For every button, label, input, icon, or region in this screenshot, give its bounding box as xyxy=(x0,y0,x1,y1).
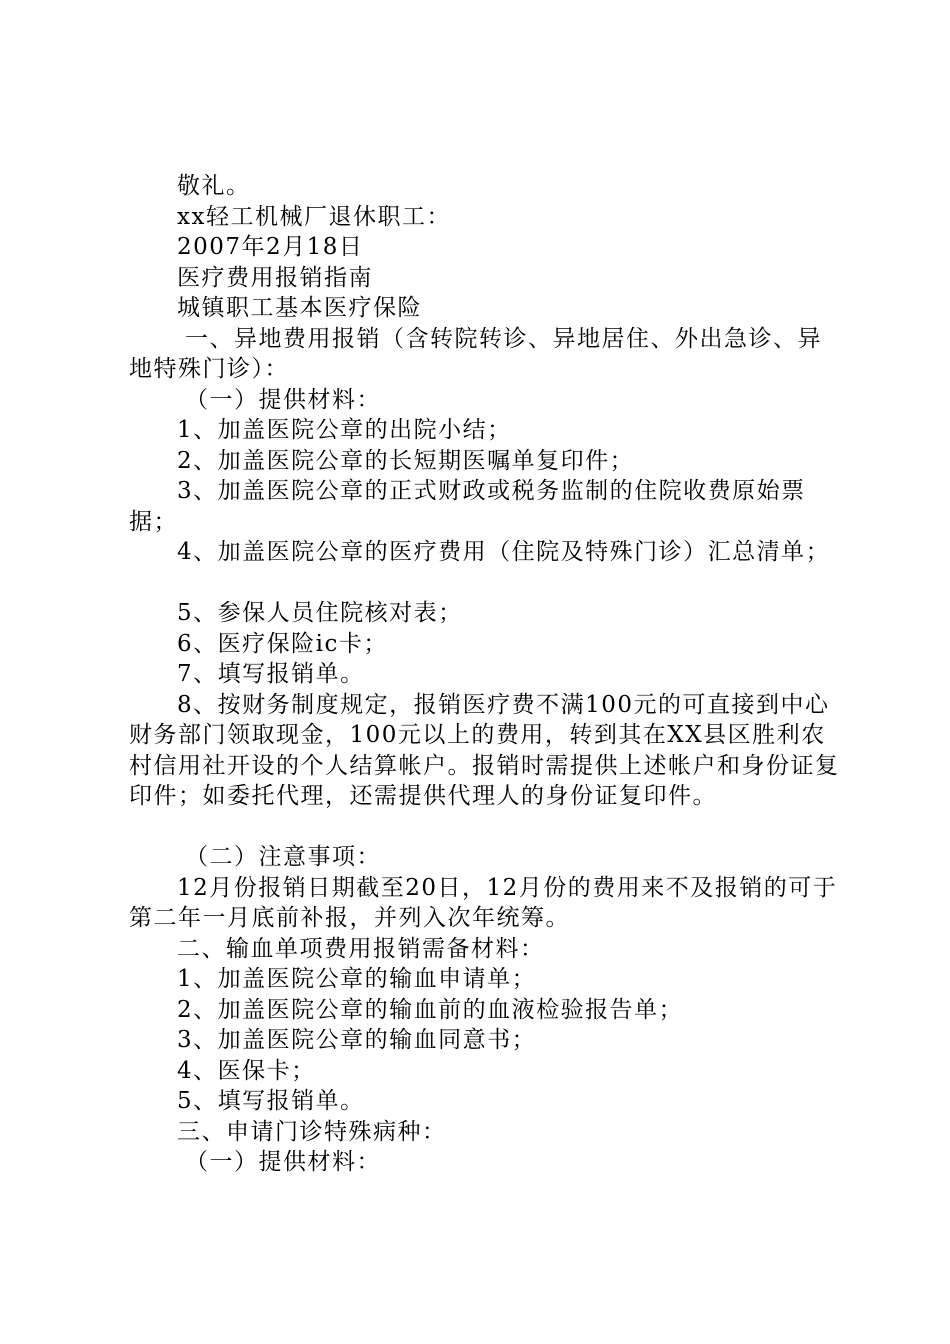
section-heading-3: 三、申请门诊特殊病种： xyxy=(177,1118,447,1145)
closing-salutation: 敬礼。 xyxy=(177,173,251,199)
guide-subtitle: 城镇职工基本医疗保险 xyxy=(177,295,422,321)
list-item: 6、医疗保险ic卡； xyxy=(177,630,388,657)
subsection-heading: （一）提供材料： xyxy=(185,1149,381,1175)
signature-sender: xx轻工机械厂退休职工： xyxy=(177,203,451,230)
section-heading-1: 一、异地费用报销（含转院转诊、异地居住、外出急诊、异地特殊门诊）： xyxy=(129,325,822,382)
list-item: 2、加盖医院公章的长短期医嘱单复印件； xyxy=(177,447,635,474)
list-item: 1、加盖医院公章的输血申请单； xyxy=(177,966,537,992)
list-item: 5、参保人员住院核对表； xyxy=(177,600,463,626)
subsection-heading: （一）提供材料： xyxy=(185,386,381,413)
list-item: 1、加盖医院公章的出院小结； xyxy=(177,417,512,443)
list-item: 7、填写报销单。 xyxy=(177,661,365,687)
list-item: 8、按财务制度规定，报销医疗费不满100元的可直接到中心财务部门领取现金，100元以上的费用，转到其在XX县区胜利农村信用社开设的个人结算帐户。报销时需提供上述帐户和身份证复印件；如委托代理，还需提供代理人的身份证复印件。 xyxy=(129,691,840,809)
section-heading-2: 二、输血单项费用报销需备材料： xyxy=(177,935,545,962)
list-item: 4、医保卡； xyxy=(177,1057,316,1084)
list-item: 2、加盖医院公章的输血前的血液检验报告单； xyxy=(177,996,684,1023)
document-body xyxy=(129,171,841,1178)
list-item: 3、加盖医院公章的输血同意书； xyxy=(177,1027,537,1053)
list-item: 5、填写报销单。 xyxy=(177,1088,365,1114)
subsection-heading: （二）注意事项： xyxy=(185,844,381,870)
guide-title: 医疗费用报销指南 xyxy=(177,264,373,291)
signature-date: 2007年2月18日 xyxy=(177,234,364,260)
notice-paragraph: 12月份报销日期截至20日，12月份的费用来不及报销的可于第二年一月底前补报，并列入次年统筹。 xyxy=(129,874,838,931)
list-item: 3、加盖医院公章的正式财政或税务监制的住院收费原始票据； xyxy=(129,478,806,535)
list-item: 4、加盖医院公章的医疗费用（住院及特殊门诊）汇总清单； xyxy=(177,539,831,565)
